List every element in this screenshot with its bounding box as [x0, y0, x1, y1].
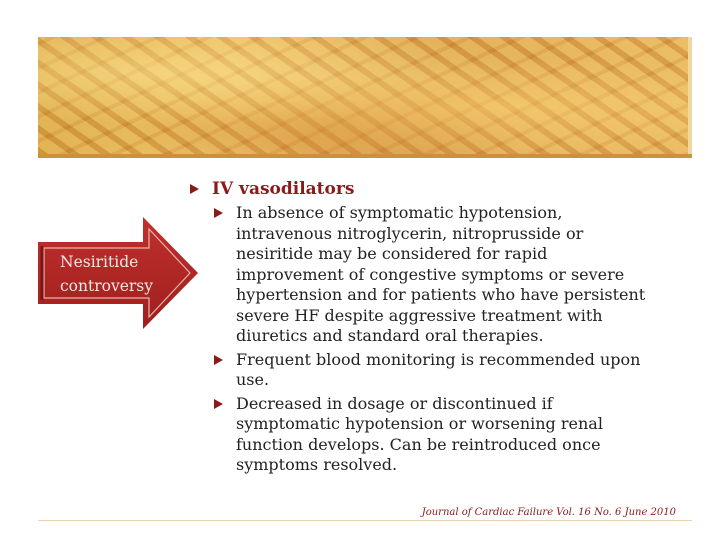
banner-edge	[38, 154, 692, 158]
callout-label: Nesiritide controversy	[60, 253, 154, 295]
footer-divider	[38, 520, 692, 521]
bullet-arrow-icon	[214, 355, 223, 365]
sub-bullet	[214, 350, 660, 391]
sub-bullet-text: Decreased in dosage or discontinued if symptomatic hypotension or worsening renal function develops. Can be reintroduced once symptoms resolved.	[236, 393, 603, 474]
header-banner-image	[38, 37, 692, 154]
sub-bullet-text: In absence of symptomatic hypotension, intravenous nitroglycerin, nitroprusside or nesiritide may be considered for rapid improvement of congestive symptoms or severe hypertension and for patients who have persistent severe HF despite aggressive treatment with diuretics and standard oral therapies.	[236, 203, 646, 345]
bullet-arrow-icon	[190, 184, 199, 194]
bullet-heading	[190, 178, 660, 200]
sub-bullet-text: Frequent blood monitoring is recommended upon use.	[236, 349, 641, 389]
bullet-arrow-icon	[214, 208, 223, 218]
slide-content	[190, 178, 660, 476]
sub-bullet	[214, 203, 660, 347]
heading-text: IV vasodilators	[212, 179, 355, 199]
citation: Journal of Cardiac Failure Vol. 16 No. 6 June 2010	[421, 507, 676, 518]
bullet-arrow-icon	[214, 399, 223, 409]
sub-bullet	[214, 394, 660, 476]
banner-accent-stripe	[688, 37, 692, 154]
